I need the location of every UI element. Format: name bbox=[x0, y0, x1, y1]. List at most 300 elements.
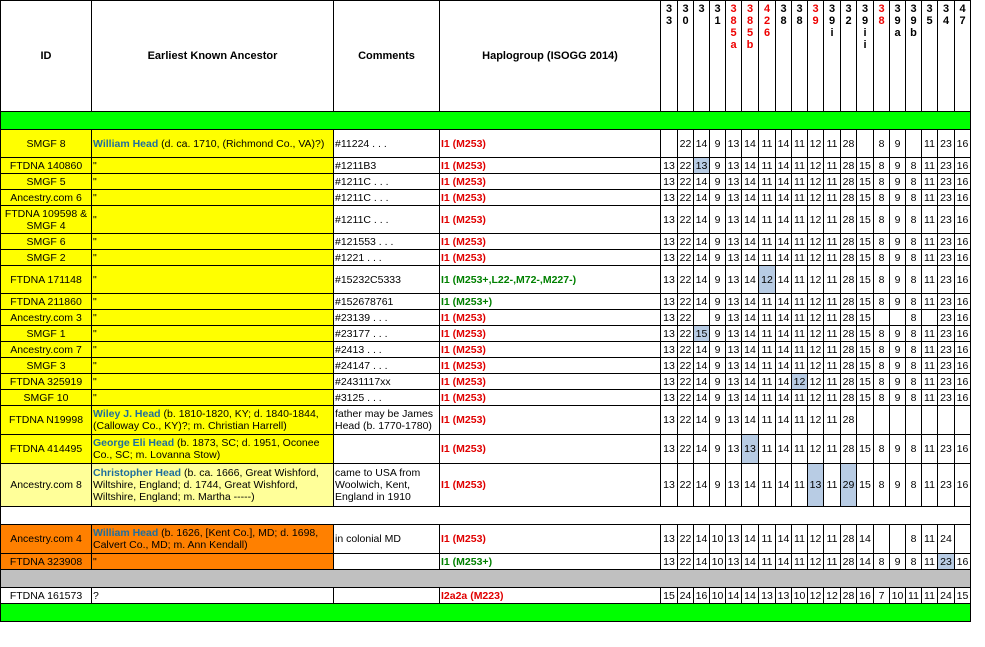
cell-marker-value[interactable]: 8 bbox=[874, 342, 890, 358]
cell-marker-value[interactable] bbox=[890, 310, 906, 326]
cell-marker-value[interactable]: 14 bbox=[776, 435, 792, 464]
cell-marker-value[interactable]: 23 bbox=[938, 310, 955, 326]
cell-marker-value[interactable]: 11 bbox=[824, 358, 841, 374]
cell-marker-value[interactable]: 14 bbox=[776, 206, 792, 234]
marker-header[interactable] bbox=[726, 1, 742, 112]
cell-haplogroup[interactable]: I1 (M253) bbox=[440, 464, 661, 507]
cell-marker-value[interactable]: 14 bbox=[776, 310, 792, 326]
cell-marker-value[interactable]: 16 bbox=[955, 554, 971, 570]
cell-marker-value[interactable]: 12 bbox=[808, 174, 824, 190]
cell-ancestor[interactable] bbox=[92, 190, 334, 206]
cell-comments[interactable]: #1211C . . . bbox=[334, 206, 440, 234]
cell-marker-value[interactable]: 12 bbox=[808, 294, 824, 310]
cell-marker-value[interactable]: 13 bbox=[726, 266, 742, 294]
cell-marker-value[interactable]: 15 bbox=[857, 234, 874, 250]
cell-marker-value[interactable]: 8 bbox=[874, 294, 890, 310]
cell-haplogroup[interactable]: I1 (M253+) bbox=[440, 554, 661, 570]
cell-marker-value[interactable]: 16 bbox=[955, 130, 971, 158]
cell-marker-value[interactable]: 11 bbox=[922, 158, 938, 174]
cell-marker-value[interactable]: 8 bbox=[874, 358, 890, 374]
cell-marker-value[interactable]: 8 bbox=[906, 358, 922, 374]
cell-marker-value[interactable]: 11 bbox=[759, 390, 776, 406]
cell-marker-value[interactable]: 13 bbox=[726, 358, 742, 374]
marker-header[interactable] bbox=[759, 1, 776, 112]
cell-marker-value[interactable]: 16 bbox=[955, 250, 971, 266]
cell-marker-value[interactable]: 13 bbox=[661, 206, 678, 234]
cell-marker-value[interactable]: 22 bbox=[678, 234, 694, 250]
cell-marker-value[interactable]: 24 bbox=[938, 525, 955, 554]
cell-marker-value[interactable]: 23 bbox=[938, 250, 955, 266]
cell-marker-value[interactable]: 13 bbox=[808, 464, 824, 507]
cell-marker-value[interactable]: 14 bbox=[742, 130, 759, 158]
cell-marker-value[interactable]: 11 bbox=[759, 326, 776, 342]
cell-marker-value[interactable]: 14 bbox=[742, 206, 759, 234]
cell-marker-value[interactable]: 13 bbox=[726, 374, 742, 390]
cell-marker-value[interactable] bbox=[955, 406, 971, 435]
cell-marker-value[interactable]: 13 bbox=[661, 525, 678, 554]
cell-marker-value[interactable]: 8 bbox=[906, 190, 922, 206]
cell-marker-value[interactable]: 8 bbox=[906, 266, 922, 294]
cell-marker-value[interactable]: 14 bbox=[694, 390, 710, 406]
cell-id[interactable]: SMGF 6 bbox=[1, 234, 92, 250]
cell-marker-value[interactable]: 23 bbox=[938, 158, 955, 174]
cell-comments[interactable]: #24147 . . . bbox=[334, 358, 440, 374]
cell-marker-value[interactable]: 8 bbox=[906, 390, 922, 406]
marker-header[interactable] bbox=[694, 1, 710, 112]
cell-marker-value[interactable] bbox=[906, 130, 922, 158]
cell-marker-value[interactable]: 9 bbox=[710, 294, 726, 310]
cell-marker-value[interactable]: 23 bbox=[938, 390, 955, 406]
cell-marker-value[interactable]: 8 bbox=[906, 435, 922, 464]
cell-marker-value[interactable]: 11 bbox=[824, 554, 841, 570]
cell-marker-value[interactable]: 8 bbox=[906, 554, 922, 570]
cell-marker-value[interactable]: 13 bbox=[742, 435, 759, 464]
cell-marker-value[interactable]: 9 bbox=[710, 130, 726, 158]
header-comments[interactable]: Comments bbox=[334, 1, 440, 112]
cell-marker-value[interactable]: 16 bbox=[955, 206, 971, 234]
cell-marker-value[interactable]: 13 bbox=[661, 326, 678, 342]
cell-haplogroup[interactable]: I1 (M253) bbox=[440, 174, 661, 190]
cell-ancestor[interactable] bbox=[92, 294, 334, 310]
cell-marker-value[interactable]: 8 bbox=[874, 326, 890, 342]
cell-marker-value[interactable]: 28 bbox=[841, 158, 857, 174]
cell-marker-value[interactable]: 16 bbox=[955, 310, 971, 326]
cell-marker-value[interactable]: 12 bbox=[824, 588, 841, 604]
cell-marker-value[interactable]: 13 bbox=[661, 234, 678, 250]
cell-marker-value[interactable]: 14 bbox=[857, 554, 874, 570]
cell-marker-value[interactable]: 22 bbox=[678, 326, 694, 342]
cell-marker-value[interactable]: 23 bbox=[938, 358, 955, 374]
cell-marker-value[interactable]: 14 bbox=[776, 158, 792, 174]
cell-marker-value[interactable]: 11 bbox=[922, 525, 938, 554]
cell-marker-value[interactable]: 9 bbox=[890, 250, 906, 266]
cell-marker-value[interactable]: 16 bbox=[955, 342, 971, 358]
cell-marker-value[interactable]: 9 bbox=[890, 206, 906, 234]
cell-marker-value[interactable] bbox=[890, 406, 906, 435]
cell-marker-value[interactable]: 16 bbox=[955, 435, 971, 464]
cell-marker-value[interactable]: 11 bbox=[922, 266, 938, 294]
marker-header[interactable] bbox=[678, 1, 694, 112]
cell-marker-value[interactable]: 8 bbox=[906, 294, 922, 310]
cell-marker-value[interactable]: 11 bbox=[759, 525, 776, 554]
cell-ancestor[interactable] bbox=[92, 174, 334, 190]
cell-marker-value[interactable]: 11 bbox=[759, 174, 776, 190]
cell-marker-value[interactable]: 12 bbox=[808, 406, 824, 435]
cell-marker-value[interactable]: 28 bbox=[841, 326, 857, 342]
cell-marker-value[interactable]: 8 bbox=[906, 158, 922, 174]
cell-marker-value[interactable]: 22 bbox=[678, 435, 694, 464]
cell-marker-value[interactable]: 13 bbox=[661, 406, 678, 435]
cell-marker-value[interactable]: 11 bbox=[922, 554, 938, 570]
cell-marker-value[interactable] bbox=[857, 130, 874, 158]
cell-marker-value[interactable]: 14 bbox=[742, 525, 759, 554]
cell-marker-value[interactable]: 15 bbox=[661, 588, 678, 604]
cell-marker-value[interactable]: 23 bbox=[938, 342, 955, 358]
cell-marker-value[interactable]: 11 bbox=[824, 374, 841, 390]
cell-marker-value[interactable]: 23 bbox=[938, 554, 955, 570]
cell-marker-value[interactable]: 11 bbox=[824, 326, 841, 342]
marker-header[interactable] bbox=[922, 1, 938, 112]
cell-marker-value[interactable]: 12 bbox=[808, 588, 824, 604]
cell-marker-value[interactable]: 14 bbox=[694, 266, 710, 294]
cell-marker-value[interactable]: 14 bbox=[742, 326, 759, 342]
cell-marker-value[interactable]: 11 bbox=[824, 234, 841, 250]
cell-marker-value[interactable]: 13 bbox=[661, 390, 678, 406]
cell-haplogroup[interactable]: I1 (M253) bbox=[440, 130, 661, 158]
cell-marker-value[interactable]: 11 bbox=[922, 390, 938, 406]
cell-marker-value[interactable]: 14 bbox=[694, 374, 710, 390]
cell-marker-value[interactable]: 9 bbox=[890, 374, 906, 390]
cell-marker-value[interactable]: 10 bbox=[710, 588, 726, 604]
cell-marker-value[interactable]: 23 bbox=[938, 130, 955, 158]
cell-ancestor[interactable] bbox=[92, 390, 334, 406]
cell-marker-value[interactable]: 15 bbox=[955, 588, 971, 604]
cell-marker-value[interactable]: 28 bbox=[841, 342, 857, 358]
cell-marker-value[interactable]: 9 bbox=[890, 158, 906, 174]
cell-id[interactable]: SMGF 10 bbox=[1, 390, 92, 406]
cell-haplogroup[interactable]: I1 (M253) bbox=[440, 525, 661, 554]
cell-marker-value[interactable]: 16 bbox=[955, 390, 971, 406]
cell-comments[interactable]: #23177 . . . bbox=[334, 326, 440, 342]
cell-marker-value[interactable]: 11 bbox=[922, 374, 938, 390]
cell-marker-value[interactable] bbox=[661, 130, 678, 158]
cell-comments[interactable]: #1211C . . . bbox=[334, 174, 440, 190]
cell-marker-value[interactable]: 11 bbox=[792, 464, 808, 507]
cell-marker-value[interactable]: 11 bbox=[792, 294, 808, 310]
header-haplogroup[interactable]: Haplogroup (ISOGG 2014) bbox=[440, 1, 661, 112]
cell-marker-value[interactable]: 9 bbox=[890, 190, 906, 206]
cell-marker-value[interactable]: 23 bbox=[938, 294, 955, 310]
cell-marker-value[interactable]: 11 bbox=[759, 464, 776, 507]
cell-marker-value[interactable]: 14 bbox=[776, 358, 792, 374]
cell-marker-value[interactable]: 8 bbox=[874, 435, 890, 464]
cell-marker-value[interactable]: 24 bbox=[678, 588, 694, 604]
cell-marker-value[interactable]: 8 bbox=[874, 266, 890, 294]
cell-marker-value[interactable]: 11 bbox=[824, 158, 841, 174]
cell-haplogroup[interactable]: I1 (M253) bbox=[440, 326, 661, 342]
cell-marker-value[interactable]: 11 bbox=[922, 358, 938, 374]
cell-marker-value[interactable]: 14 bbox=[776, 174, 792, 190]
cell-marker-value[interactable]: 12 bbox=[808, 435, 824, 464]
cell-marker-value[interactable]: 9 bbox=[890, 554, 906, 570]
cell-marker-value[interactable]: 11 bbox=[922, 435, 938, 464]
cell-marker-value[interactable]: 12 bbox=[808, 326, 824, 342]
cell-marker-value[interactable]: 8 bbox=[874, 464, 890, 507]
cell-id[interactable]: SMGF 5 bbox=[1, 174, 92, 190]
cell-marker-value[interactable]: 8 bbox=[906, 525, 922, 554]
cell-marker-value[interactable]: 14 bbox=[694, 358, 710, 374]
cell-comments[interactable]: #23139 . . . bbox=[334, 310, 440, 326]
cell-marker-value[interactable]: 14 bbox=[776, 266, 792, 294]
cell-marker-value[interactable]: 13 bbox=[726, 390, 742, 406]
cell-marker-value[interactable]: 13 bbox=[726, 554, 742, 570]
cell-marker-value[interactable]: 11 bbox=[759, 342, 776, 358]
cell-marker-value[interactable]: 14 bbox=[694, 294, 710, 310]
cell-marker-value[interactable]: 13 bbox=[726, 326, 742, 342]
cell-marker-value[interactable]: 28 bbox=[841, 310, 857, 326]
cell-marker-value[interactable]: 13 bbox=[661, 310, 678, 326]
cell-marker-value[interactable]: 11 bbox=[824, 342, 841, 358]
cell-marker-value[interactable]: 11 bbox=[922, 342, 938, 358]
cell-marker-value[interactable]: 8 bbox=[906, 342, 922, 358]
marker-header[interactable] bbox=[792, 1, 808, 112]
cell-marker-value[interactable]: 22 bbox=[678, 174, 694, 190]
cell-marker-value[interactable]: 10 bbox=[710, 554, 726, 570]
cell-marker-value[interactable]: 14 bbox=[742, 374, 759, 390]
cell-marker-value[interactable]: 7 bbox=[874, 588, 890, 604]
cell-marker-value[interactable]: 8 bbox=[874, 374, 890, 390]
cell-marker-value[interactable]: 28 bbox=[841, 525, 857, 554]
cell-marker-value[interactable]: 12 bbox=[808, 266, 824, 294]
cell-marker-value[interactable]: 22 bbox=[678, 294, 694, 310]
cell-marker-value[interactable]: 11 bbox=[922, 234, 938, 250]
cell-haplogroup[interactable]: I1 (M253) bbox=[440, 342, 661, 358]
cell-id[interactable]: FTDNA 161573 bbox=[1, 588, 92, 604]
cell-id[interactable]: FTDNA 109598 & SMGF 4 bbox=[1, 206, 92, 234]
cell-marker-value[interactable]: 23 bbox=[938, 435, 955, 464]
cell-id[interactable]: Ancestry.com 7 bbox=[1, 342, 92, 358]
cell-marker-value[interactable]: 10 bbox=[890, 588, 906, 604]
cell-marker-value[interactable]: 11 bbox=[759, 250, 776, 266]
cell-marker-value[interactable]: 11 bbox=[759, 554, 776, 570]
cell-ancestor[interactable] bbox=[92, 525, 334, 554]
cell-marker-value[interactable]: 8 bbox=[874, 130, 890, 158]
cell-marker-value[interactable]: 14 bbox=[776, 130, 792, 158]
cell-marker-value[interactable]: 11 bbox=[792, 310, 808, 326]
cell-marker-value[interactable]: 13 bbox=[661, 342, 678, 358]
cell-ancestor[interactable] bbox=[92, 310, 334, 326]
cell-id[interactable]: Ancestry.com 8 bbox=[1, 464, 92, 507]
cell-comments[interactable]: #1211B3 bbox=[334, 158, 440, 174]
cell-marker-value[interactable]: 15 bbox=[857, 390, 874, 406]
cell-marker-value[interactable]: 11 bbox=[922, 326, 938, 342]
cell-marker-value[interactable]: 14 bbox=[694, 130, 710, 158]
cell-marker-value[interactable]: 14 bbox=[694, 190, 710, 206]
cell-marker-value[interactable]: 11 bbox=[759, 358, 776, 374]
cell-marker-value[interactable]: 14 bbox=[742, 294, 759, 310]
cell-marker-value[interactable]: 13 bbox=[661, 554, 678, 570]
marker-header[interactable] bbox=[710, 1, 726, 112]
cell-marker-value[interactable]: 13 bbox=[726, 406, 742, 435]
cell-marker-value[interactable]: 13 bbox=[661, 174, 678, 190]
cell-marker-value[interactable]: 16 bbox=[955, 294, 971, 310]
cell-comments[interactable]: #152678761 bbox=[334, 294, 440, 310]
cell-marker-value[interactable]: 14 bbox=[694, 435, 710, 464]
cell-marker-value[interactable]: 9 bbox=[890, 294, 906, 310]
cell-marker-value[interactable]: 11 bbox=[759, 190, 776, 206]
cell-marker-value[interactable]: 11 bbox=[824, 250, 841, 266]
cell-marker-value[interactable]: 11 bbox=[759, 206, 776, 234]
cell-id[interactable]: FTDNA N19998 bbox=[1, 406, 92, 435]
marker-header[interactable] bbox=[808, 1, 824, 112]
cell-marker-value[interactable]: 28 bbox=[841, 374, 857, 390]
cell-ancestor[interactable] bbox=[92, 158, 334, 174]
cell-marker-value[interactable]: 15 bbox=[857, 358, 874, 374]
cell-haplogroup[interactable]: I1 (M253) bbox=[440, 435, 661, 464]
cell-marker-value[interactable]: 11 bbox=[792, 266, 808, 294]
cell-marker-value[interactable]: 10 bbox=[710, 525, 726, 554]
cell-marker-value[interactable]: 13 bbox=[661, 374, 678, 390]
cell-marker-value[interactable]: 28 bbox=[841, 435, 857, 464]
cell-id[interactable]: Ancestry.com 3 bbox=[1, 310, 92, 326]
cell-marker-value[interactable]: 22 bbox=[678, 525, 694, 554]
cell-comments[interactable]: in colonial MD bbox=[334, 525, 440, 554]
cell-marker-value[interactable]: 12 bbox=[808, 554, 824, 570]
cell-marker-value[interactable]: 16 bbox=[857, 588, 874, 604]
cell-marker-value[interactable]: 15 bbox=[857, 190, 874, 206]
cell-id[interactable]: SMGF 8 bbox=[1, 130, 92, 158]
cell-marker-value[interactable]: 28 bbox=[841, 406, 857, 435]
cell-marker-value[interactable]: 11 bbox=[922, 464, 938, 507]
cell-marker-value[interactable]: 14 bbox=[742, 234, 759, 250]
cell-marker-value[interactable]: 11 bbox=[906, 588, 922, 604]
cell-marker-value[interactable]: 11 bbox=[922, 174, 938, 190]
cell-marker-value[interactable]: 9 bbox=[710, 250, 726, 266]
cell-marker-value[interactable]: 14 bbox=[742, 406, 759, 435]
cell-marker-value[interactable]: 12 bbox=[808, 234, 824, 250]
cell-marker-value[interactable]: 11 bbox=[824, 406, 841, 435]
cell-marker-value[interactable]: 9 bbox=[890, 358, 906, 374]
cell-marker-value[interactable]: 12 bbox=[808, 358, 824, 374]
cell-marker-value[interactable]: 8 bbox=[906, 326, 922, 342]
cell-marker-value[interactable]: 15 bbox=[857, 206, 874, 234]
header-id[interactable]: ID bbox=[1, 1, 92, 112]
cell-marker-value[interactable]: 14 bbox=[694, 464, 710, 507]
cell-marker-value[interactable]: 23 bbox=[938, 326, 955, 342]
cell-marker-value[interactable]: 14 bbox=[694, 250, 710, 266]
cell-marker-value[interactable]: 28 bbox=[841, 588, 857, 604]
cell-marker-value[interactable]: 9 bbox=[890, 390, 906, 406]
cell-haplogroup[interactable]: I2a2a (M223) bbox=[440, 588, 661, 604]
cell-marker-value[interactable]: 14 bbox=[776, 374, 792, 390]
cell-marker-value[interactable]: 13 bbox=[726, 174, 742, 190]
cell-marker-value[interactable]: 11 bbox=[922, 250, 938, 266]
cell-marker-value[interactable]: 11 bbox=[792, 554, 808, 570]
cell-marker-value[interactable]: 14 bbox=[742, 464, 759, 507]
cell-haplogroup[interactable]: I1 (M253+,L22-,M72-,M227-) bbox=[440, 266, 661, 294]
cell-marker-value[interactable]: 11 bbox=[759, 158, 776, 174]
cell-marker-value[interactable]: 14 bbox=[694, 406, 710, 435]
cell-marker-value[interactable]: 29 bbox=[841, 464, 857, 507]
cell-marker-value[interactable]: 13 bbox=[661, 250, 678, 266]
header-ancestor[interactable]: Earliest Known Ancestor bbox=[92, 1, 334, 112]
cell-marker-value[interactable]: 14 bbox=[776, 190, 792, 206]
cell-marker-value[interactable]: 8 bbox=[874, 554, 890, 570]
cell-marker-value[interactable]: 13 bbox=[661, 358, 678, 374]
cell-marker-value[interactable]: 24 bbox=[938, 588, 955, 604]
cell-marker-value[interactable]: 14 bbox=[742, 310, 759, 326]
cell-marker-value[interactable]: 11 bbox=[922, 588, 938, 604]
cell-marker-value[interactable] bbox=[874, 525, 890, 554]
marker-header[interactable] bbox=[661, 1, 678, 112]
marker-header[interactable] bbox=[874, 1, 890, 112]
cell-marker-value[interactable]: 8 bbox=[874, 390, 890, 406]
cell-marker-value[interactable]: 10 bbox=[792, 588, 808, 604]
cell-marker-value[interactable] bbox=[857, 406, 874, 435]
cell-marker-value[interactable]: 12 bbox=[808, 250, 824, 266]
cell-marker-value[interactable]: 14 bbox=[694, 206, 710, 234]
cell-marker-value[interactable]: 14 bbox=[776, 390, 792, 406]
cell-marker-value[interactable]: 11 bbox=[824, 130, 841, 158]
cell-marker-value[interactable]: 28 bbox=[841, 554, 857, 570]
cell-ancestor[interactable] bbox=[92, 435, 334, 464]
cell-id[interactable]: FTDNA 414495 bbox=[1, 435, 92, 464]
cell-haplogroup[interactable]: I1 (M253) bbox=[440, 158, 661, 174]
cell-id[interactable]: FTDNA 325919 bbox=[1, 374, 92, 390]
cell-comments[interactable]: #11224 . . . bbox=[334, 130, 440, 158]
cell-marker-value[interactable]: 13 bbox=[661, 158, 678, 174]
cell-ancestor[interactable] bbox=[92, 554, 334, 570]
cell-marker-value[interactable]: 13 bbox=[661, 294, 678, 310]
cell-marker-value[interactable]: 13 bbox=[759, 588, 776, 604]
cell-marker-value[interactable]: 14 bbox=[776, 525, 792, 554]
cell-marker-value[interactable]: 9 bbox=[890, 266, 906, 294]
cell-marker-value[interactable]: 13 bbox=[726, 190, 742, 206]
cell-marker-value[interactable]: 14 bbox=[776, 250, 792, 266]
cell-marker-value[interactable]: 8 bbox=[874, 158, 890, 174]
cell-marker-value[interactable] bbox=[922, 310, 938, 326]
cell-marker-value[interactable]: 9 bbox=[710, 358, 726, 374]
cell-haplogroup[interactable]: I1 (M253) bbox=[440, 406, 661, 435]
cell-marker-value[interactable]: 22 bbox=[678, 464, 694, 507]
cell-marker-value[interactable]: 12 bbox=[808, 374, 824, 390]
cell-marker-value[interactable] bbox=[694, 310, 710, 326]
cell-marker-value[interactable]: 11 bbox=[759, 130, 776, 158]
cell-marker-value[interactable]: 11 bbox=[824, 310, 841, 326]
cell-marker-value[interactable]: 15 bbox=[857, 266, 874, 294]
cell-marker-value[interactable]: 11 bbox=[824, 190, 841, 206]
cell-marker-value[interactable]: 11 bbox=[824, 525, 841, 554]
cell-ancestor[interactable] bbox=[92, 464, 334, 507]
cell-marker-value[interactable]: 9 bbox=[710, 174, 726, 190]
cell-marker-value[interactable]: 12 bbox=[808, 130, 824, 158]
cell-marker-value[interactable]: 14 bbox=[742, 174, 759, 190]
cell-comments[interactable] bbox=[334, 588, 440, 604]
cell-marker-value[interactable]: 8 bbox=[906, 464, 922, 507]
cell-marker-value[interactable]: 14 bbox=[694, 554, 710, 570]
cell-marker-value[interactable]: 11 bbox=[759, 374, 776, 390]
cell-ancestor[interactable] bbox=[92, 374, 334, 390]
cell-ancestor[interactable] bbox=[92, 266, 334, 294]
cell-ancestor[interactable] bbox=[92, 130, 334, 158]
cell-marker-value[interactable]: 15 bbox=[857, 464, 874, 507]
cell-marker-value[interactable]: 28 bbox=[841, 390, 857, 406]
cell-marker-value[interactable]: 13 bbox=[726, 130, 742, 158]
cell-marker-value[interactable]: 14 bbox=[694, 234, 710, 250]
cell-marker-value[interactable]: 22 bbox=[678, 158, 694, 174]
cell-marker-value[interactable]: 16 bbox=[955, 326, 971, 342]
cell-marker-value[interactable] bbox=[890, 525, 906, 554]
